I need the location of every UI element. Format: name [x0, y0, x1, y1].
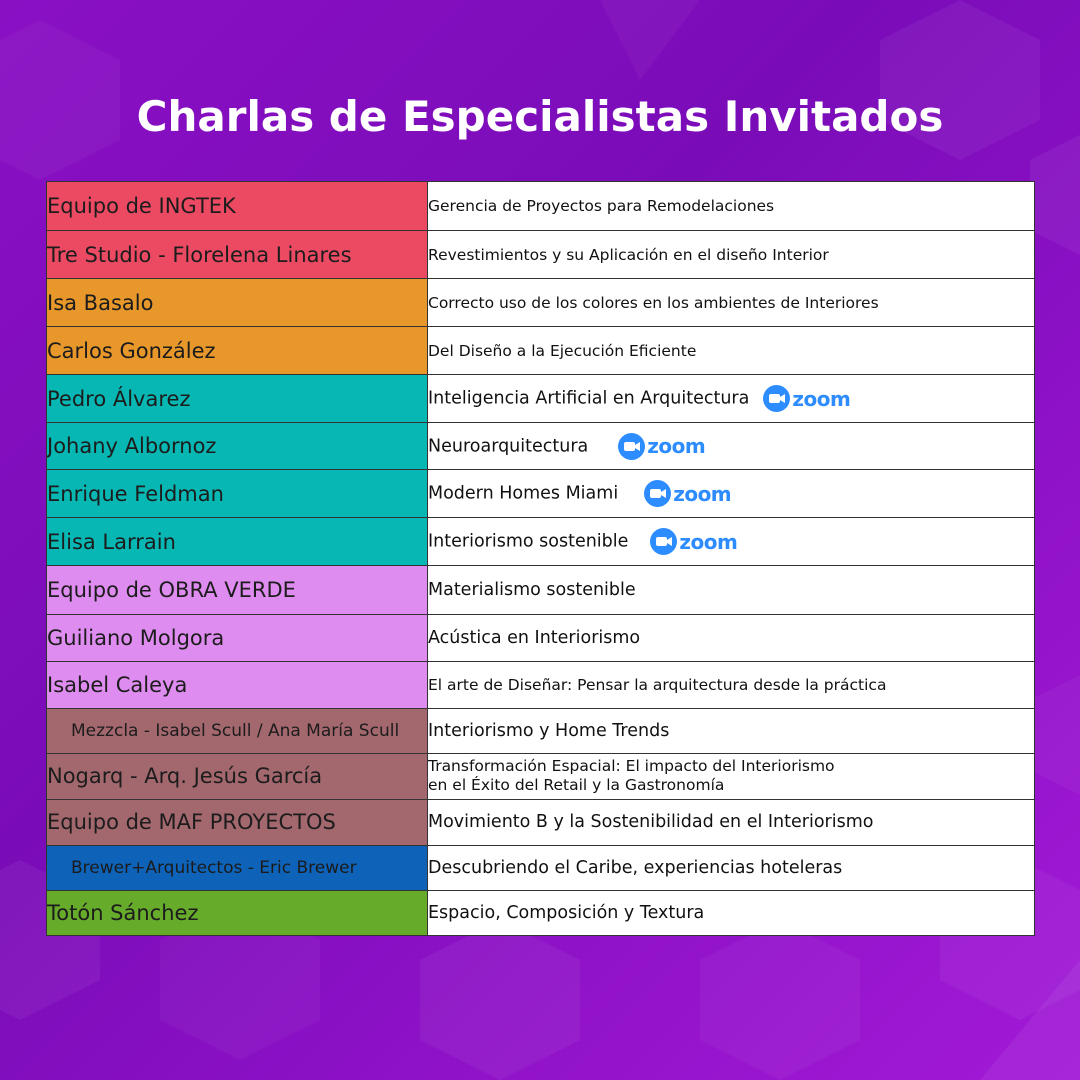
- speaker-cell: Carlos González: [47, 327, 428, 375]
- video-camera-icon: [618, 433, 645, 460]
- zoom-badge: [644, 480, 731, 507]
- video-camera-icon: [763, 385, 790, 412]
- speakers-table-body: [47, 182, 1035, 936]
- speaker-cell: Tre Studio - Florelena Linares: [47, 231, 428, 279]
- zoom-badge: [618, 433, 705, 460]
- zoom-logo-text: zoom: [792, 386, 851, 411]
- table-row: [47, 231, 1035, 279]
- table-row: [47, 753, 1035, 799]
- talk-title: Inteligencia Artificial en Arquitectura: [428, 388, 750, 409]
- table-row: [47, 423, 1035, 470]
- talk-title: Movimiento B y la Sostenibilidad en el Interiorismo: [428, 812, 874, 833]
- zoom-badge: [650, 528, 737, 555]
- table-row: [47, 279, 1035, 327]
- table-row: [47, 614, 1035, 661]
- talk-title-line: Transformación Espacial: El impacto del Interiorismo: [428, 757, 835, 776]
- table-row: [47, 566, 1035, 614]
- speaker-cell: Equipo de OBRA VERDE: [47, 566, 428, 614]
- table-row: [47, 799, 1035, 845]
- table-row: [47, 182, 1035, 231]
- table-row: [47, 327, 1035, 375]
- talk-title: Del Diseño a la Ejecución Eficiente: [428, 341, 697, 360]
- table-row: [47, 518, 1035, 566]
- talk-cell: [428, 518, 1035, 566]
- speaker-cell: Totón Sánchez: [47, 890, 428, 935]
- talk-cell: [428, 566, 1035, 614]
- talk-cell: [428, 423, 1035, 470]
- talk-cell: [428, 614, 1035, 661]
- speaker-cell: Equipo de MAF PROYECTOS: [47, 799, 428, 845]
- talk-cell: [428, 327, 1035, 375]
- talk-cell: [428, 182, 1035, 231]
- table-row: [47, 375, 1035, 423]
- talk-cell: [428, 708, 1035, 753]
- table-row: [47, 661, 1035, 708]
- video-camera-icon: [644, 480, 671, 507]
- talk-cell: [428, 753, 1035, 799]
- talk-cell: [428, 661, 1035, 708]
- talk-cell: [428, 799, 1035, 845]
- speaker-cell: Isa Basalo: [47, 279, 428, 327]
- speaker-cell: Mezzcla - Isabel Scull / Ana María Scull: [47, 708, 428, 753]
- talk-title: Interiorismo sostenible: [428, 531, 629, 552]
- talk-title: Espacio, Composición y Textura: [428, 902, 705, 923]
- talk-cell: [428, 890, 1035, 935]
- zoom-logo-text: zoom: [647, 434, 706, 459]
- speaker-cell: Nogarq - Arq. Jesús García: [47, 753, 428, 799]
- speaker-cell: Brewer+Arquitectos - Eric Brewer: [47, 845, 428, 890]
- talk-cell: [428, 279, 1035, 327]
- talk-title: Gerencia de Proyectos para Remodelaciones: [428, 197, 775, 216]
- talk-cell: [428, 845, 1035, 890]
- talk-title: Revestimientos y su Aplicación en el diseño Interior: [428, 245, 829, 264]
- speaker-cell: Pedro Álvarez: [47, 375, 428, 423]
- speaker-cell: Equipo de INGTEK: [47, 182, 428, 231]
- zoom-logo-text: zoom: [679, 529, 738, 554]
- talk-title: Modern Homes Miami: [428, 483, 619, 504]
- talk-title-line: en el Éxito del Retail y la Gastronomía: [428, 776, 725, 795]
- talk-title: Interiorismo y Home Trends: [428, 720, 670, 741]
- speaker-cell: Isabel Caleya: [47, 661, 428, 708]
- page-title: Charlas de Especialistas Invitados: [136, 92, 944, 141]
- table-row: [47, 470, 1035, 518]
- table-row: [47, 708, 1035, 753]
- talk-title: Correcto uso de los colores en los ambientes de Interiores: [428, 293, 879, 312]
- table-row: [47, 890, 1035, 935]
- table-row: [47, 845, 1035, 890]
- speaker-cell: Enrique Feldman: [47, 470, 428, 518]
- talk-title: El arte de Diseñar: Pensar la arquitectura desde la práctica: [428, 675, 887, 694]
- talk-title: Descubriendo el Caribe, experiencias hoteleras: [428, 857, 843, 878]
- video-camera-icon: [650, 528, 677, 555]
- talk-cell: [428, 470, 1035, 518]
- talk-title: Materialismo sostenible: [428, 580, 636, 601]
- talk-cell: [428, 231, 1035, 279]
- speaker-cell: Johany Albornoz: [47, 423, 428, 470]
- zoom-logo-text: zoom: [673, 481, 732, 506]
- speakers-table: [46, 181, 1035, 936]
- zoom-badge: [763, 385, 850, 412]
- talk-cell: [428, 375, 1035, 423]
- speaker-cell: Elisa Larrain: [47, 518, 428, 566]
- talk-title: Acústica en Interiorismo: [428, 627, 641, 648]
- speaker-cell: Guiliano Molgora: [47, 614, 428, 661]
- talk-title: Neuroarquitectura: [428, 436, 589, 457]
